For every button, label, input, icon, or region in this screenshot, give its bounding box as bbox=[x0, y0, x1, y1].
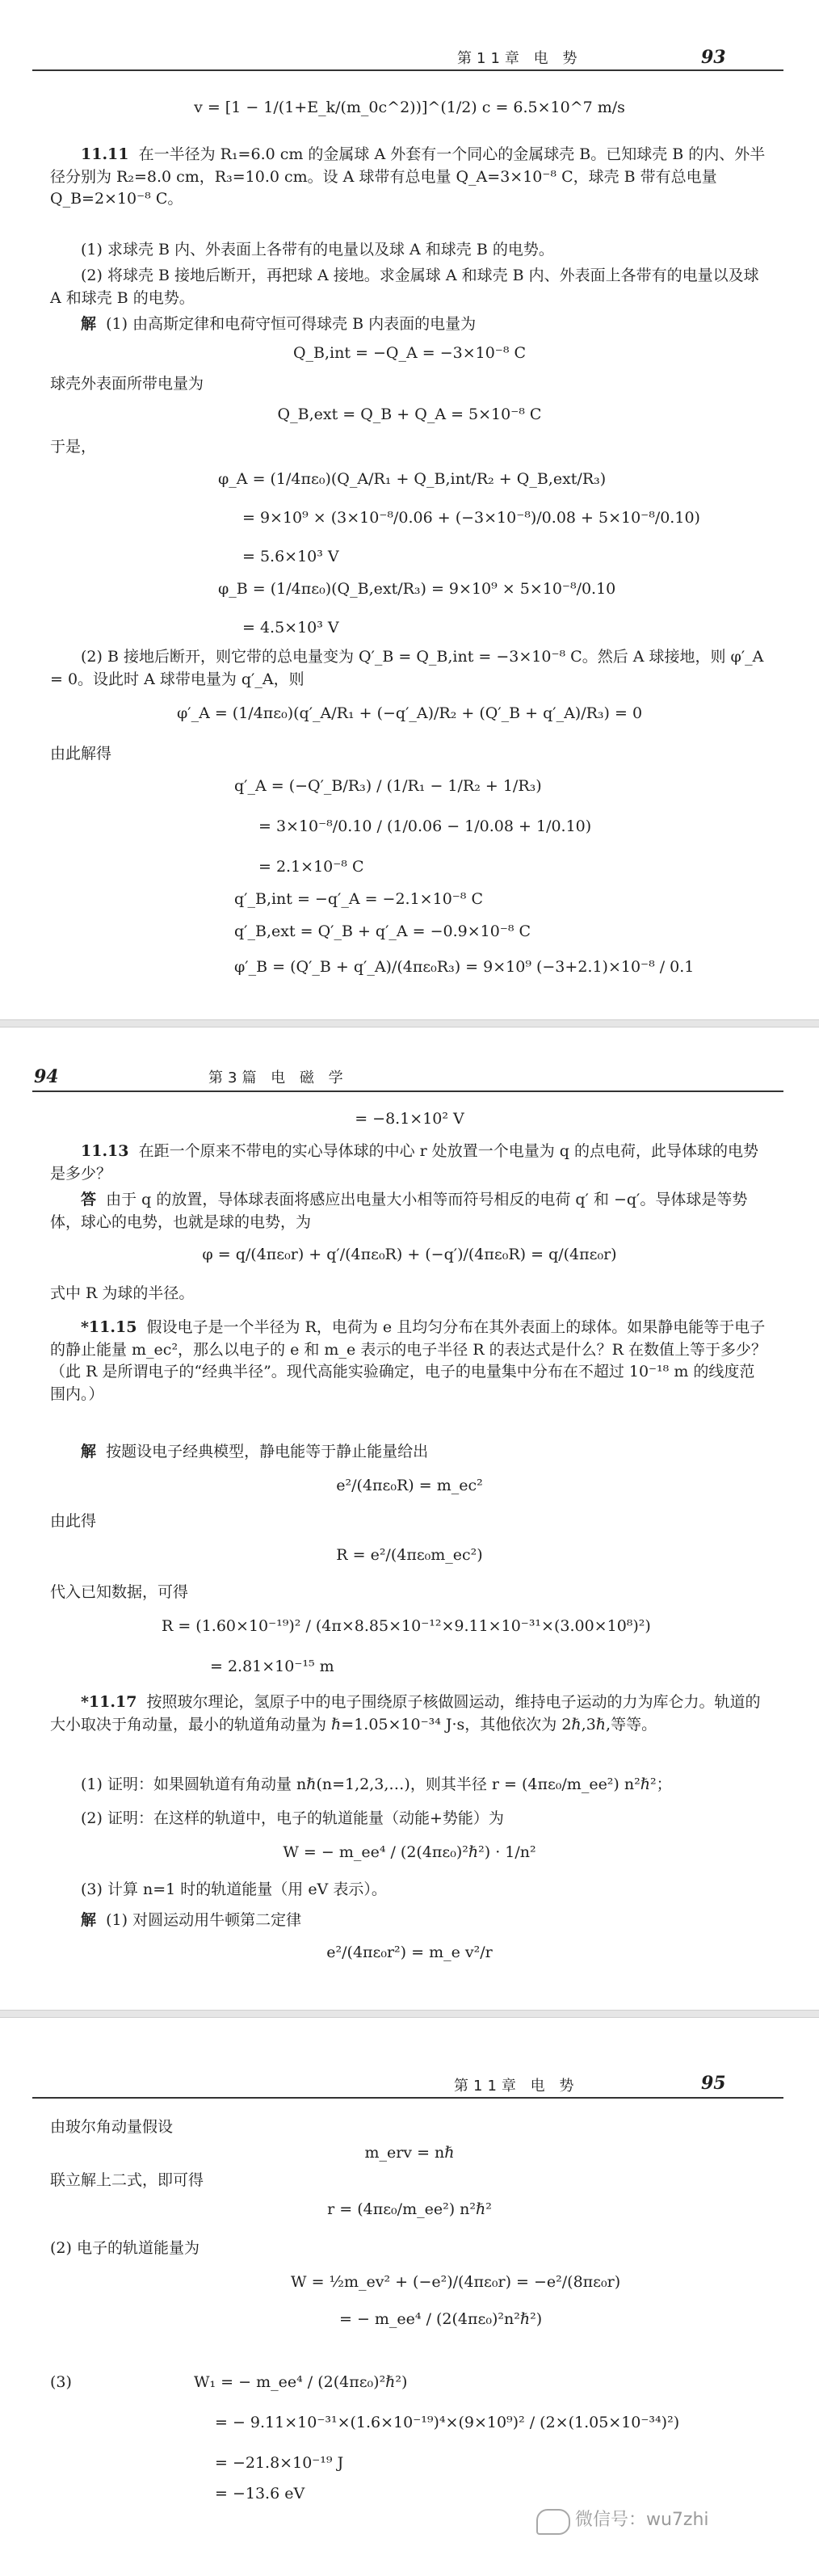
problem-number: *11.17 bbox=[81, 1693, 137, 1711]
page-number: 95 bbox=[701, 2073, 726, 2094]
problem-11-13 bbox=[50, 1141, 769, 1185]
problem-text: 在距一个原来不带电的实心导体球的中心 r 处放置一个电量为 q 的点电荷，此导体球的电势是多少？ bbox=[50, 1142, 758, 1183]
equation: R = e²/(4πε₀m_ec²) bbox=[336, 1546, 483, 1564]
solution-text: (1) 由高斯定律和电荷守恒可得球壳 B 内表面的电量为 bbox=[106, 315, 477, 333]
equation: q′_A = (−Q′_B/R₃) / (1/R₁ − 1/R₂ + 1/R₃) bbox=[234, 777, 542, 795]
paragraph: (2) 电子的轨道能量为 bbox=[50, 2239, 200, 2257]
header-rule bbox=[32, 69, 783, 71]
header-rule bbox=[32, 2097, 783, 2099]
paragraph: 由此得 bbox=[50, 1512, 97, 1530]
solution-1 bbox=[50, 313, 769, 336]
equation: e²/(4πε₀R) = m_ec² bbox=[336, 1477, 483, 1494]
equation: = −13.6 eV bbox=[215, 2485, 305, 2502]
answer-text: 由于 q 的放置，导体球表面将感应出电量大小相等而符号相反的电荷 q′ 和 −q′。导体球是等势体，球心的电势，也就是球的电势，为 bbox=[50, 1191, 748, 1231]
equation: r = (4πε₀/m_ee²) n²ℏ² bbox=[327, 2200, 492, 2218]
equation: W = − m_ee⁴ / (2(4πε₀)²ℏ²) · 1/n² bbox=[283, 1843, 536, 1861]
equation: Q_B,ext = Q_B + Q_A = 5×10⁻⁸ C bbox=[277, 406, 542, 423]
page-number: 93 bbox=[701, 47, 726, 68]
equation: = 9×10⁹ × (3×10⁻⁸/0.06 + (−3×10⁻⁸)/0.08 + 5×10⁻⁸/0.10) bbox=[242, 509, 700, 527]
paragraph: 于是， bbox=[50, 438, 97, 456]
paragraph: 式中 R 为球的半径。 bbox=[50, 1284, 195, 1302]
solution-11-17 bbox=[50, 1910, 769, 1932]
wechat-icon bbox=[536, 2509, 570, 2535]
problem-11-11 bbox=[50, 144, 769, 211]
equation: R = (1.60×10⁻¹⁹)² / (4π×8.85×10⁻¹²×9.11×10⁻³¹×(3.00×10⁸)²) bbox=[162, 1617, 651, 1635]
watermark: 微信号：wu7zhi bbox=[575, 2510, 709, 2530]
solution-label: 解 bbox=[81, 1911, 97, 1929]
header-rule bbox=[32, 1090, 783, 1092]
equation: m_erv = nℏ bbox=[364, 2144, 455, 2162]
equation: W₁ = − m_ee⁴ / (2(4πε₀)²ℏ²) bbox=[194, 2373, 408, 2391]
problem-11-15 bbox=[50, 1317, 769, 1406]
equation: e²/(4πε₀r²) = m_e v²/r bbox=[326, 1944, 493, 1961]
paragraph: (3) bbox=[50, 2373, 72, 2391]
question-2: (2) 将球壳 B 接地后断开，再把球 A 接地。求金属球 A 和球壳 B 内、外表面上各带有的电量以及球 A 和球壳 B 的电势。 bbox=[50, 267, 759, 307]
equation: φ′_A = (1/4πε₀)(q′_A/R₁ + (−q′_A)/R₂ + (Q′_B + q′_A)/R₃) = 0 bbox=[176, 704, 643, 722]
equation: = −21.8×10⁻¹⁹ J bbox=[215, 2454, 344, 2472]
question-2: (2) 证明：在这样的轨道中，电子的轨道能量（动能+势能）为 bbox=[81, 1809, 504, 1827]
problem-number: *11.15 bbox=[81, 1318, 137, 1336]
equation: φ_B = (1/4πε₀)(Q_B,ext/R₃) = 9×10⁹ × 5×10⁻⁸/0.10 bbox=[218, 580, 616, 598]
paragraph: 由玻尔角动量假设 bbox=[50, 2118, 174, 2136]
equation: Q_B,int = −Q_A = −3×10⁻⁸ C bbox=[292, 344, 527, 362]
page-divider bbox=[0, 1019, 819, 1027]
equation: q′_B,ext = Q′_B + q′_A = −0.9×10⁻⁸ C bbox=[234, 922, 531, 940]
problem-text: 假设电子是一个半径为 R，电荷为 e 且均匀分布在其外表面上的球体。如果静电能等于电子的静止能量 m_ec²，那么以电子的 e 和 m_e 表示的电子半径 R 的表达式是什么？R 在数值上等于多少？（此 R 是所谓电子的“经典半径”。现代高能实验确定，电子的电量集中分布在不超过 10⁻¹⁸ m 的线度范围内。） bbox=[50, 1318, 766, 1403]
running-header: 第3篇 电 磁 学 bbox=[208, 1069, 348, 1086]
equation: v = [1 − 1/(1+E_k/(m_0c^2))]^(1/2) c = 6.5×10^7 m/s bbox=[194, 99, 625, 116]
equation: = 5.6×10³ V bbox=[242, 548, 339, 565]
problem-text: 按照玻尔理论，氢原子中的电子围绕原子核做圆运动，维持电子运动的力为库仑力。轨道的大小取决于角动量，最小的轨道角动量为 ℏ=1.05×10⁻³⁴ J·s，其他依次为 2ℏ,3ℏ,等等。 bbox=[50, 1693, 761, 1733]
problem-number: 11.13 bbox=[81, 1142, 129, 1160]
page-number: 94 bbox=[34, 1066, 59, 1087]
paragraph: 代入已知数据，可得 bbox=[50, 1583, 189, 1601]
paragraph: 由此解得 bbox=[50, 745, 112, 763]
question-1: (1) 求球壳 B 内、外表面上各带有的电量以及球 A 和球壳 B 的电势。 bbox=[81, 241, 554, 258]
equation: φ′_B = (Q′_B + q′_A)/(4πε₀R₃) = 9×10⁹ (−3+2.1)×10⁻⁸ / 0.1 bbox=[234, 958, 695, 976]
equation: = 2.1×10⁻⁸ C bbox=[258, 858, 364, 876]
problem-number: 11.11 bbox=[81, 145, 129, 163]
equation: = 3×10⁻⁸/0.10 / (1/0.06 − 1/0.08 + 1/0.10) bbox=[258, 817, 592, 835]
equation: W = ½m_ev² + (−e²)/(4πε₀r) = −e²/(8πε₀r) bbox=[291, 2273, 621, 2291]
equation: = −8.1×10² V bbox=[355, 1110, 464, 1128]
equation: φ_A = (1/4πε₀)(Q_A/R₁ + Q_B,int/R₂ + Q_B,ext/R₃) bbox=[218, 470, 607, 488]
paragraph: 球壳外表面所带电量为 bbox=[50, 375, 204, 393]
equation: = 2.81×10⁻¹⁵ m bbox=[210, 1658, 334, 1675]
equation: q′_B,int = −q′_A = −2.1×10⁻⁸ C bbox=[234, 890, 483, 908]
equation: φ = q/(4πε₀r) + q′/(4πε₀R) + (−q′)/(4πε₀R) = q/(4πε₀r) bbox=[202, 1246, 617, 1263]
running-header: 第11章 电 势 bbox=[457, 50, 582, 67]
question-3: (3) 计算 n=1 时的轨道能量（用 eV 表示）。 bbox=[81, 1881, 387, 1898]
paragraph: 联立解上二式，即可得 bbox=[50, 2171, 204, 2189]
equation: = − m_ee⁴ / (2(4πε₀)²n²ℏ²) bbox=[339, 2310, 543, 2328]
page-divider bbox=[0, 2010, 819, 2018]
solution-label: 解 bbox=[81, 315, 97, 333]
solution-text: 按题设电子经典模型，静电能等于静止能量给出 bbox=[106, 1443, 429, 1460]
answer-label: 答 bbox=[81, 1191, 97, 1208]
equation: = 4.5×10³ V bbox=[242, 619, 339, 637]
answer-11-13 bbox=[50, 1189, 769, 1233]
question-1: (1) 证明：如果圆轨道有角动量 nℏ(n=1,2,3,…)，则其半径 r = (4πε₀/m_ee²) n²ℏ²； bbox=[81, 1775, 672, 1793]
running-header: 第11章 电 势 bbox=[454, 2078, 579, 2095]
equation: = − 9.11×10⁻³¹×(1.6×10⁻¹⁹)⁴×(9×10⁹)² / (2×(1.05×10⁻³⁴)²) bbox=[215, 2414, 680, 2431]
solution-2: (2) B 接地后断开，则它带的总电量变为 Q′_B = Q_B,int = −3×10⁻⁸ C。然后 A 球接地，则 φ′_A = 0。设此时 A 球带电量为 q′_A，则 bbox=[50, 648, 764, 688]
solution-label: 解 bbox=[81, 1443, 97, 1460]
solution-text: (1) 对圆运动用牛顿第二定律 bbox=[106, 1911, 302, 1929]
problem-11-17 bbox=[50, 1691, 769, 1736]
solution-11-15 bbox=[50, 1441, 769, 1464]
problem-text: 在一半径为 R₁=6.0 cm 的金属球 A 外套有一个同心的金属球壳 B。已知球壳 B 的内、外半径分别为 R₂=8.0 cm，R₃=10.0 cm。设 A 球带有总电量 Q_A=3×10⁻⁸ C，球壳 B 带有总电量 Q_B=2×10⁻⁸ C。 bbox=[50, 145, 766, 208]
